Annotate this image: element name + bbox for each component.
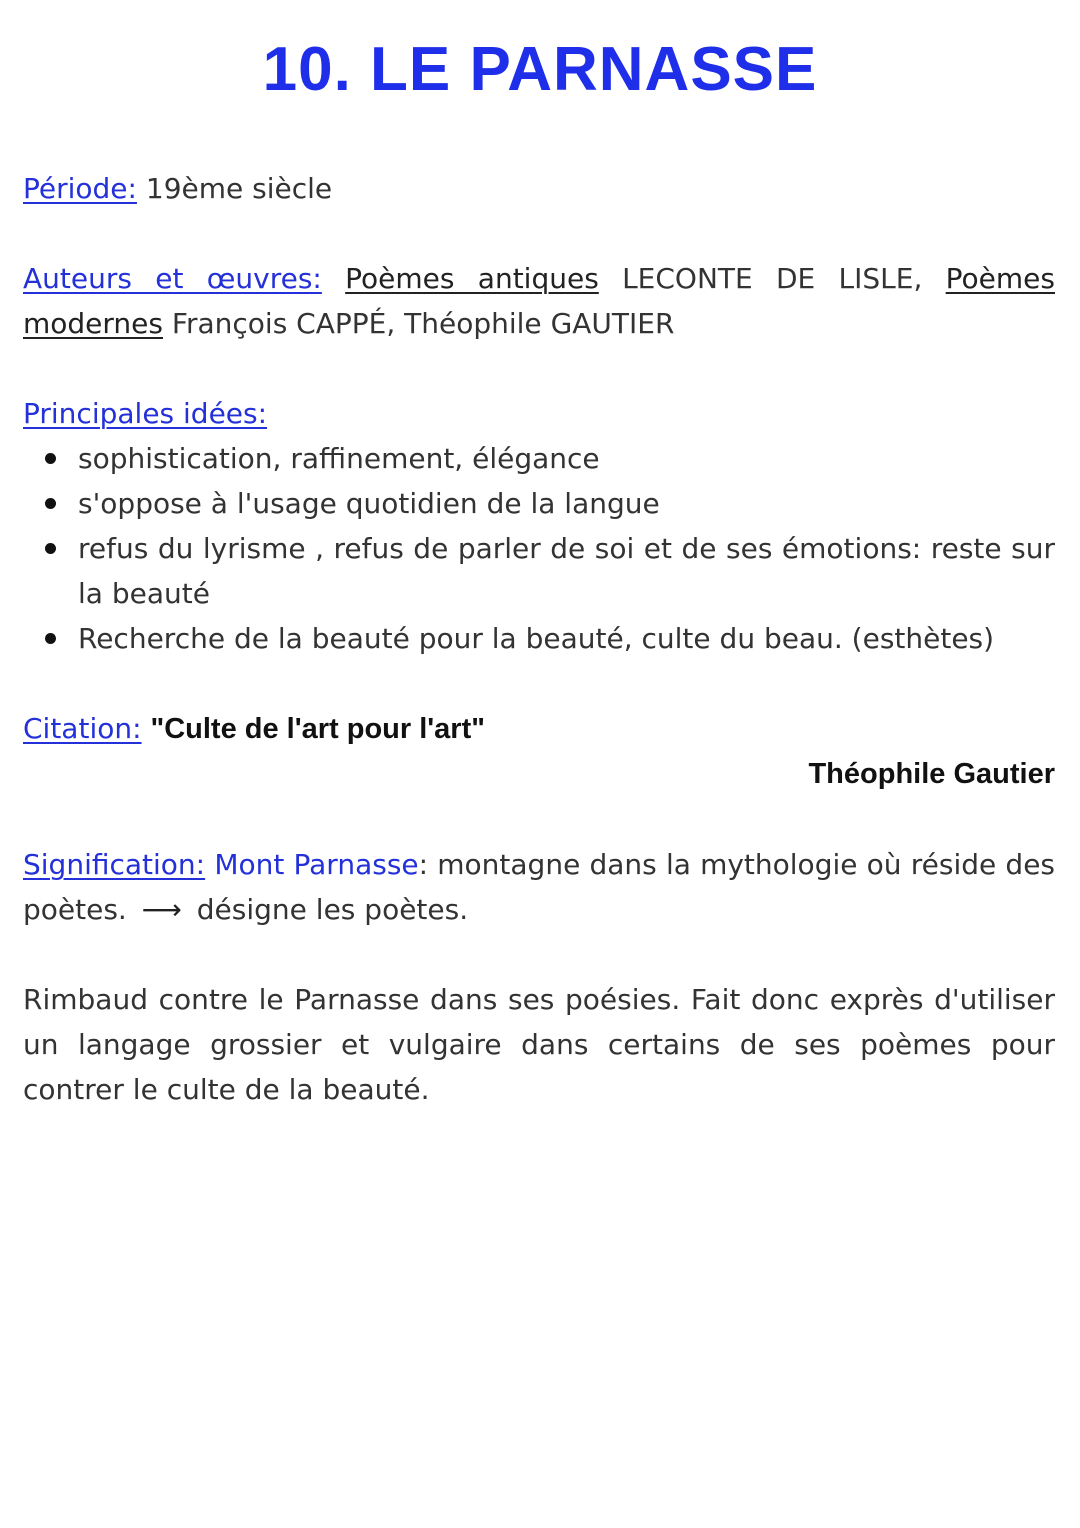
bullet-icon — [45, 633, 56, 644]
citation-label: Citation: — [23, 712, 142, 745]
signification-result: désigne les poètes. — [196, 893, 469, 926]
rimbaud-paragraph: Rimbaud contre le Parnasse dans ses poésies. Fait donc exprès d'utiliser un langage grossier et vulgaire dans certains de ses poèmes pour contrer le culte de la beauté. — [23, 983, 1055, 1106]
authors-cappe-gautier: François CAPPÉ, Théophile GAUTIER — [171, 307, 675, 340]
periode-value: 19ème siècle — [145, 172, 333, 205]
signification-definition: : montagne dans la mythologie où réside des poètes. — [23, 848, 1056, 926]
work-poemes-antiques: Poèmes antiques — [345, 262, 599, 295]
idees-label: Principales idées: — [23, 397, 268, 430]
list-item: Recherche de la beauté pour la beauté, culte du beau. (esthètes) — [23, 616, 1055, 661]
periode-label: Période: — [23, 172, 137, 205]
page-title: 10. LE PARNASSE — [262, 35, 818, 104]
list-item: s'oppose à l'usage quotidien de la langue — [23, 481, 1055, 526]
idees-list — [23, 436, 1055, 661]
arrow-right-icon: ⟶ — [141, 893, 182, 926]
bullet-icon — [45, 453, 56, 464]
list-item: refus du lyrisme , refus de parler de soi et de ses émotions: reste sur la beauté — [23, 526, 1055, 616]
signification-term: Mont Parnasse — [214, 848, 419, 881]
auteurs-paragraph — [23, 256, 1055, 346]
idees-heading — [23, 391, 1055, 436]
signification-label: Signification: — [23, 848, 206, 881]
signification-paragraph — [23, 842, 1055, 932]
bullet-icon — [45, 543, 56, 554]
list-item: sophistication, raffinement, élégance — [23, 436, 1055, 481]
document-body — [23, 166, 1055, 1112]
author-leconte-de-lisle: LECONTE DE LISLE, — [622, 262, 923, 295]
citation-author: Théophile Gautier — [808, 758, 1055, 790]
work-poemes-modernes: Poèmes modernes — [23, 262, 1055, 340]
citation-line — [23, 706, 1055, 752]
citation-quote: "Culte de l'art pour l'art" — [150, 713, 486, 745]
periode-line — [23, 166, 1055, 211]
bullet-icon — [45, 498, 56, 509]
auteurs-label: Auteurs et œuvres: — [23, 262, 322, 295]
